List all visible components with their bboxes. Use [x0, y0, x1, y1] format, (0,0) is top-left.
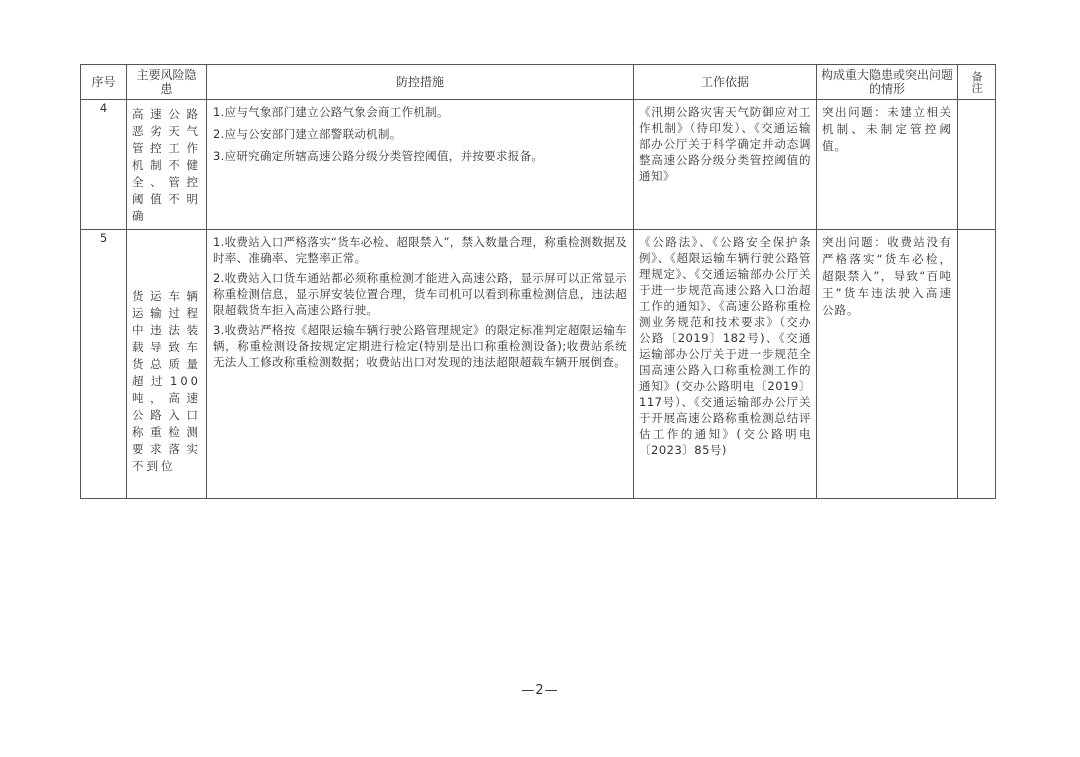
table-row — [81, 100, 996, 230]
measure-item: 3.收费站严格按《超限运输车辆行驶公路管理规定》的限定标准判定超限运输车辆，称重检测设备按规定定期进行检定(特别是出口称重检测设备);收费站系统无法人工修改称重检测数据；收费站出口对发现的违法超限超载车辆开展倒查。 — [213, 323, 627, 369]
header-note: 备注 — [958, 65, 996, 100]
row-measures — [207, 230, 634, 499]
row-note — [958, 100, 996, 230]
row-issue: 突出问题：收费站没有严格落实“货车必检，超限禁入”，导致“百吨王”货车违法驶入高速公路。 — [817, 230, 958, 499]
table-header-row — [81, 65, 996, 100]
row-measures — [207, 100, 634, 230]
row-issue: 突出问题：未建立相关机制、未制定管控阈值。 — [817, 100, 958, 230]
header-basis: 工作依据 — [634, 65, 817, 100]
header-risk: 主要风险隐患 — [127, 65, 207, 100]
header-seq: 序号 — [81, 65, 127, 100]
measure-item: 1.应与气象部门建立公路气象会商工作机制。 — [213, 105, 449, 119]
measure-item: 3.应研究确定所辖高速公路分级分类管控阈值，并按要求报备。 — [213, 149, 544, 163]
header-issue: 构成重大隐患或突出问题的情形 — [817, 65, 958, 100]
row-seq: 4 — [81, 100, 127, 230]
row-basis: 《汛期公路灾害天气防御应对工作机制》（待印发）、《交通运输部办公厅关于科学确定并动态调整高速公路分级分类管控阈值的通知》 — [634, 100, 817, 230]
measure-item: 1.收费站入口严格落实“货车必检、超限禁入”，禁入数量合理，称重检测数据及时率、准确率、完整率正常。 — [213, 235, 627, 265]
table-row — [81, 230, 996, 499]
row-risk: 货运车辆运输过程中违法装载导致车货总质量超过100吨，高速公路入口称重检测要求落实不到位 — [127, 230, 207, 499]
row-note — [958, 230, 996, 499]
risk-table — [80, 64, 996, 499]
header-measure: 防控措施 — [207, 65, 634, 100]
row-seq: 5 — [81, 230, 127, 499]
row-basis: 《公路法》、《公路安全保护条例》、《超限运输车辆行驶公路管理规定》、《交通运输部办公厅关于进一步规范高速公路入口治超工作的通知》、《高速公路称重检测业务规范和技术要求》（交办公路〔2019〕182号)、《交通运输部办公厅关于进一步规范全国高速公路入口称重检测工作的通知》(交办公路明电〔2019〕117号）、《交通运输部办公厅关于开展高速公路称重检测总结评估工作的通知》(交公路明电〔2023〕85号) — [634, 230, 817, 499]
row-risk: 高速公路恶劣天气管控工作机制不健全、管控阈值不明确 — [127, 100, 207, 230]
measure-item: 2.应与公安部门建立部警联动机制。 — [213, 127, 402, 141]
page-number: —2— — [521, 683, 559, 698]
measure-item: 2.收费站入口货车通站都必须称重检测才能进入高速公路，显示屏可以正常显示称重检测信息，显示屏安装位置合理，货车司机可以看到称重检测信息，违法超限超载货车拒入高速公路行驶。 — [213, 271, 627, 317]
